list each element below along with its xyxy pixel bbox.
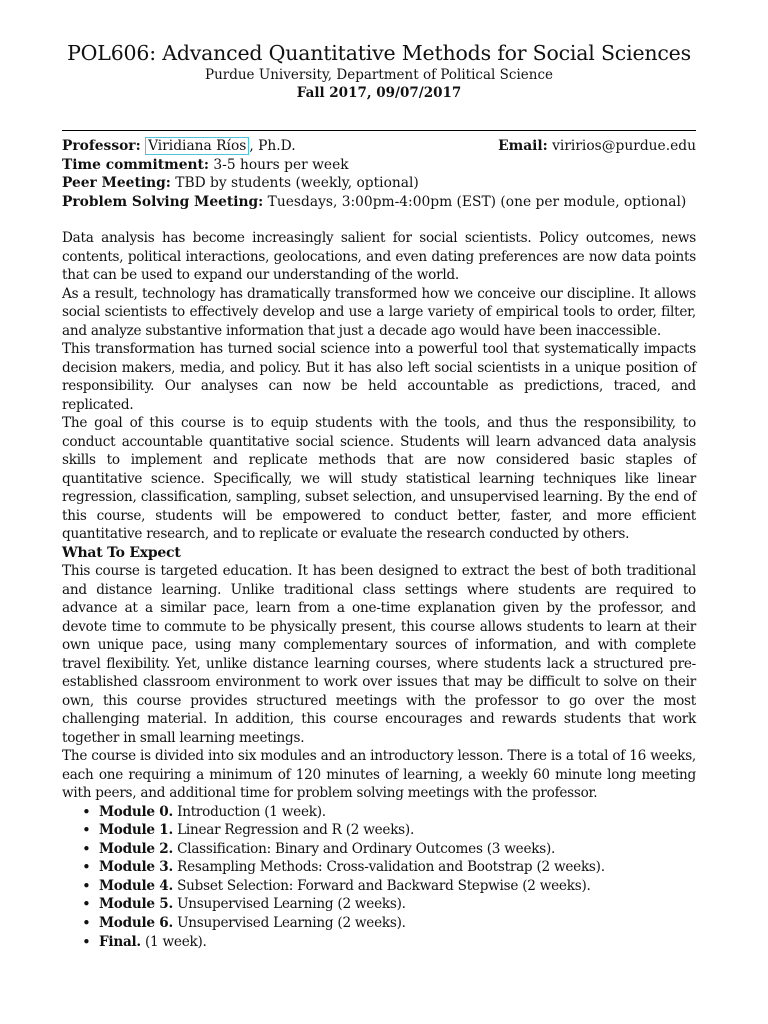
problem-solving-value: Tuesdays, 3:00pm-4:00pm (EST) (one per module, optional)	[267, 193, 687, 210]
module-label: Module 1.	[99, 822, 173, 839]
module-text: (1 week).	[144, 933, 207, 950]
module-item	[82, 914, 696, 933]
module-label: Module 6.	[99, 915, 173, 932]
module-text: Introduction (1 week).	[177, 803, 326, 820]
professor-link[interactable]: Viridiana Ríos	[145, 137, 249, 155]
module-item	[82, 821, 696, 840]
course-description	[62, 229, 696, 951]
module-text: Subset Selection: Forward and Backward Stepwise (2 weeks).	[177, 877, 591, 894]
module-text: Unsupervised Learning (2 weeks).	[177, 896, 406, 913]
email-value: viririos@purdue.edu	[552, 138, 696, 154]
expect-paragraph: The course is divided into six modules and an introductory lesson. There is a total of 16 weeks, each one requiring a minimum of 120 minutes of learning, a weekly 60 minute long meeting with peers, and additional time for problem solving meetings with the professor.	[62, 748, 696, 801]
module-label: Module 5.	[99, 896, 173, 913]
module-item	[82, 858, 696, 877]
time-commitment-line	[62, 156, 696, 175]
module-text: Resampling Methods: Cross-validation and Bootstrap (2 weeks).	[177, 859, 605, 876]
module-label: Module 3.	[99, 859, 173, 876]
email-label: Email:	[498, 138, 548, 154]
term-date: Fall 2017, 09/07/2017	[296, 85, 462, 101]
problem-solving-line	[62, 193, 696, 212]
module-item	[82, 803, 696, 822]
professor-label: Professor:	[62, 138, 141, 154]
professor-suffix: , Ph.D.	[249, 138, 296, 154]
institution: Purdue University, Department of Political Science	[204, 67, 553, 83]
problem-solving-label: Problem Solving Meeting:	[62, 193, 264, 210]
intro-paragraph: The goal of this course is to equip students with the tools, and thus the responsibility, to conduct accountable quantitative social science. Students will learn advanced data analysis skills to implement and replicate methods that are now considered basic staples of quantitative science. Specifically, we will study statistical learning techniques like linear regression, classification, sampling, subset selection, and unsupervised learning. By the end of this course, students will be empowered to conduct better, faster, and more efficient quantitative research, and to replicate or evaluate the research conducted by others.	[62, 415, 696, 542]
syllabus-page	[62, 40, 696, 951]
intro-paragraph: Data analysis has become increasingly salient for social scientists. Policy outcomes, news contents, political interactions, geolocations, and even dating preferences are now data points that can be used to expand our understanding of the world.	[62, 230, 696, 283]
document-title: POL606: Advanced Quantitative Methods for Social Sciences	[67, 41, 691, 65]
module-label: Module 4.	[99, 877, 173, 894]
module-text: Classification: Binary and Ordinary Outcomes (3 weeks).	[177, 840, 556, 857]
header-divider	[62, 130, 696, 131]
module-text: Linear Regression and R (2 weeks).	[177, 822, 415, 839]
peer-meeting-value: TBD by students (weekly, optional)	[175, 175, 419, 191]
peer-meeting-line	[62, 174, 696, 193]
module-item	[82, 933, 696, 952]
module-text: Unsupervised Learning (2 weeks).	[177, 915, 406, 932]
module-item	[82, 895, 696, 914]
module-label: Module 2.	[99, 840, 173, 857]
peer-meeting-label: Peer Meeting:	[62, 175, 171, 191]
intro-paragraph: This transformation has turned social science into a powerful tool that systematically impacts decision makers, media, and policy. But it has also left social scientists in a unique position of responsibility. Our analyses can now be held accountable as predictions, traced, and replicated.	[62, 341, 696, 413]
professor-line	[62, 137, 696, 156]
module-list	[62, 803, 696, 952]
module-item	[82, 840, 696, 859]
time-commitment-label: Time commitment:	[62, 156, 209, 173]
module-item	[82, 877, 696, 896]
module-label: Final.	[99, 933, 141, 950]
module-label: Module 0.	[99, 803, 173, 820]
expect-paragraph: This course is targeted education. It has been designed to extract the best of both traditional and distance learning. Unlike traditional class settings where students are required to advance at a similar pace, learn from a one-time explanation given by the professor, and devote time to commute to be physically present, this course allows students to learn at their own unique pace, using many complementary sources of information, and with complete travel flexibility. Yet, unlike distance learning courses, where students lack a structured pre-established classroom environment to work over issues that may be difficult to solve on their own, this course provides structured meetings with the professor to go over the most challenging material. In addition, this course encourages and rewards students that work together in small learning meetings.	[62, 563, 696, 746]
email-block	[498, 137, 696, 156]
what-to-expect-heading: What To Expect	[62, 544, 181, 561]
time-commitment-value: 3-5 hours per week	[213, 156, 349, 173]
intro-paragraph: As a result, technology has dramatically transformed how we conceive our discipline. It allows social scientists to effectively develop and use a large variety of empirical tools to order, filter, and analyze substantive information that just a decade ago would have been inaccessible.	[62, 285, 696, 339]
